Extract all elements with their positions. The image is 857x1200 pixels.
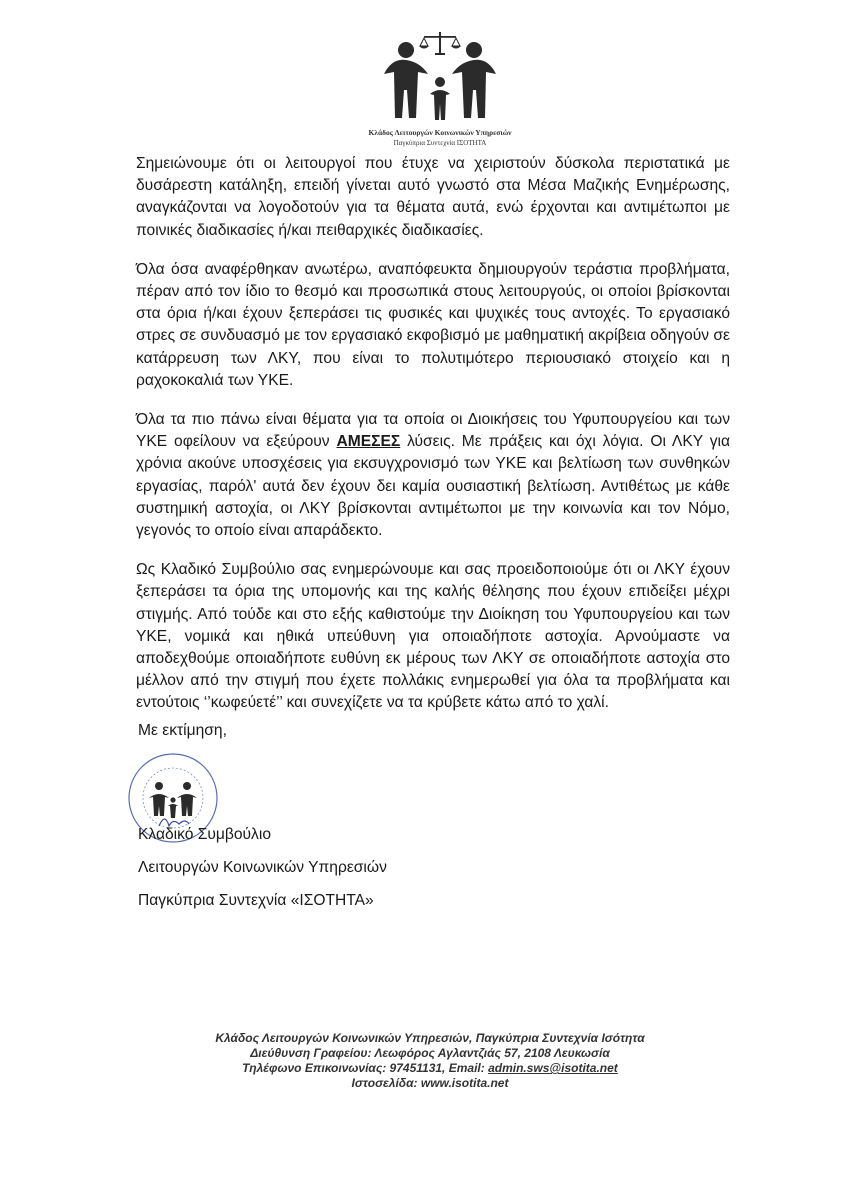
paragraph-2: Όλα όσα αναφέρθηκαν ανωτέρω, αναπόφευκτα δημιουργούν τεράστια προβλήματα, πέραν από τον ίδιο το θεσμό και προσωπικά στους λειτουργούς, οι οποίοι βρίσκονται στα όρια ή/και έχουν ξεπεράσει τις φυσικές και ψυχικές τους αντοχές. Το εργασιακό στρες σε συνδυασμό με τον εργασιακό εκφοβισμό με μαθηματική ακρίβεια οδηγούν σε κατάρρευση των ΛΚΥ, που είναι το πολυτιμότερο περιουσιακό στοιχείο και η ραχοκοκαλιά των ΥΚΕ. <box>136 260 730 389</box>
footer-phone: Τηλέφωνο Επικοινωνίας: 97451131, Email: <box>242 1061 489 1075</box>
letter-body <box>136 153 730 732</box>
signatory-line3: Παγκύπρια Συντεχνία «ΙΣΟΤΗΤΑ» <box>138 892 374 909</box>
paragraph-3-start: Όλα τα πιο πάνω είναι θέματα για τα οποία οι Διοικήσεις του Υφυπουργείου και των ΥΚΕ οφείλουν να εξεύρουν <box>136 411 730 451</box>
closing-salutation: Με εκτίμηση, <box>138 722 227 739</box>
paragraph-1: Σημειώνουμε ότι οι λειτουργοί που έτυχε να χειριστούν δύσκολα περιστατικά με δυσάρεστη κατάληξη, επειδή γίνεται αυτό γνωστό στα Μέσα Μαζικής Ενημέρωσης, αναγκάζονται να λογοδοτούν για τα θέματα αυτά, ενώ έρχονται και αντιμέτωποι με ποινικές διαδικασίες ή/και πειθαρχικές διαδικασίες. <box>136 155 730 239</box>
paragraph-4: Ως Κλαδικό Συμβούλιο σας ενημερώνουμε και σας προειδοποιούμε ότι οι ΛΚΥ έχουν ξεπεράσει τα όρια της υπομονής και της καλής θέλησης που έχουν επιδείξει μέχρι στιγμής. Από τούδε και στο εξής καθιστούμε την Διοίκηση του Υφυπουργείου και των ΥΚΕ, νομικά και ηθικά υπεύθυνη για οποιαδήποτε αστοχία. Αρνούμαστε να αποδεχθούμε οποιαδήποτε ευθύνη εκ μέρους των ΛΚΥ σε οποιαδήποτε αστοχία στο μέλλον από την στιγμή που έχετε πολλάκις ενημερωθεί για όλα τα προβλήματα και εντούτοις ‘’κωφεύετέ’’ και συνεχίζετε να τα κρύβετε κάτω από το χαλί. <box>136 561 730 712</box>
logo-caption-line1: Κλάδος Λειτουργών Κοινωνικών Υπηρεσιών <box>368 128 512 137</box>
paragraph-3 <box>136 409 730 542</box>
emphasis-immediate: ΑΜΕΣΕΣ <box>336 433 401 451</box>
footer-address: Διεύθυνση Γραφείου: Λεωφόρος Αγλαντζιάς 57, 2108 Λευκωσία <box>250 1046 610 1060</box>
footer-email-link[interactable]: admin.sws@isotita.net <box>488 1061 618 1075</box>
footer-contact <box>200 1061 660 1075</box>
signatory-line2: Λειτουργών Κοινωνικών Υπηρεσιών <box>138 859 387 876</box>
signatory-line1: Κλαδικό Συμβούλιο <box>138 826 271 843</box>
footer-line1: Κλάδος Λειτουργών Κοινωνικών Υπηρεσιών, Παγκύπρια Συντεχνία Ισότητα <box>215 1031 645 1045</box>
logo-caption-line2: Παγκύπρια Συντεχνία ΙΣΟΤΗΤΑ <box>393 139 487 147</box>
union-family-scales-logo <box>380 28 500 128</box>
footer-website: Ιστοσελίδα: www.isotita.net <box>351 1076 509 1090</box>
paragraph-3-end: λύσεις. Με πράξεις και όχι λόγια. Οι ΛΚΥ για χρόνια ακούνε υποσχέσεις για εκσυγχρονισμό των ΥΚΕ και βελτίωση των συνθηκών εργασίας, παρόλ' αυτά δεν έχουν δει καμία ουσιαστική βελτίωση. Αντιθέτως με κάθε συστημική αστοχία, οι ΛΚΥ βρίσκονται αντιμέτωποι με την κοινωνία και τον Νόμο, γεγονός το οποίο είναι απαράδεκτο. <box>136 433 730 540</box>
